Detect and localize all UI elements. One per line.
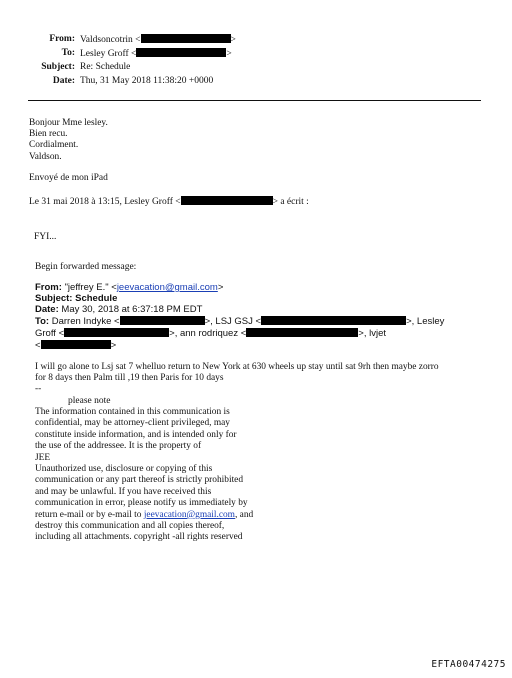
disclaimer-line: confidential, may be attorney-client privileged, may xyxy=(35,418,230,429)
fwd-to-4: Groff xyxy=(35,328,56,339)
fwd-subject-label: Subject: xyxy=(35,293,73,304)
fwd-to-line-2: Groff < >, ann rodriquez < >, lvjet xyxy=(35,328,386,339)
to-value: Lesley Groff < > xyxy=(80,49,232,59)
disclaimer-email-link[interactable]: jeevacation@gmail.com xyxy=(143,509,235,520)
fwd-to-line-1: To: Darren Indyke < >, LSJ GSJ < >, Lesley xyxy=(35,316,445,327)
message-body xyxy=(35,362,439,396)
header-divider xyxy=(28,100,481,101)
fwd-date-label: Date: xyxy=(35,304,59,315)
reply-signature: Envoyé de mon iPad xyxy=(29,173,108,183)
disclaimer-line: constitute inside information, and is intended only for xyxy=(35,429,237,440)
redaction-block xyxy=(181,196,273,205)
disclaimer-email-line: return e-mail or by e-mail to jeevacation@gmail.com, and xyxy=(35,509,254,520)
document-id: EFTA00474275 xyxy=(431,659,506,670)
disclaimer-line: including all attachments. copyright -all rights reserved xyxy=(35,532,243,543)
reply-line: Bonjour Mme lesley. xyxy=(29,118,108,128)
from-value: Valdsoncotrin < > xyxy=(80,35,236,45)
disclaimer-line: and may be unlawful. If you have received this xyxy=(35,486,212,497)
fwd-date-line xyxy=(35,304,202,315)
redaction-block xyxy=(261,316,406,325)
fwd-to-6: lvjet xyxy=(369,328,386,339)
redaction-block xyxy=(246,328,358,337)
from-label: From: xyxy=(49,34,75,44)
redaction-block xyxy=(136,48,226,57)
date-value: Thu, 31 May 2018 11:38:20 +0000 xyxy=(80,76,214,86)
body-line: -- xyxy=(35,384,42,395)
fwd-to-2: LSJ GSJ xyxy=(215,316,253,327)
reply-line: Cordialment. xyxy=(29,140,79,151)
redaction-block xyxy=(41,340,111,349)
reply-lines xyxy=(29,118,108,163)
forwarded-intro: Begin forwarded message: xyxy=(35,262,137,272)
fwd-to-3: Lesley xyxy=(416,316,445,327)
fyi-text: FYI... xyxy=(34,232,57,242)
date-label: Date: xyxy=(52,76,75,86)
fwd-to-label: To: xyxy=(35,316,50,327)
redaction-block xyxy=(120,316,205,325)
body-line: for 8 days then Palm till ,19 then Paris for 10 days xyxy=(35,373,224,384)
fwd-to-1: Darren Indyke xyxy=(51,316,112,327)
subject-value: Re: Schedule xyxy=(80,62,131,72)
disclaimer-line: JEE xyxy=(35,452,51,463)
disclaimer-line: communication or any part thereof is strictly prohibited xyxy=(35,475,244,486)
fwd-date-value: May 30, 2018 at 6:37:18 PM EDT xyxy=(61,304,203,315)
fwd-from-email[interactable]: jeevacation@gmail.com xyxy=(116,282,218,293)
redaction-block xyxy=(64,328,169,337)
disclaimer-line: Unauthorized use, disclosure or copying of this xyxy=(35,464,213,475)
disclaimer-line: the use of the addressee. It is the property of xyxy=(35,441,202,452)
fwd-subject-value: Schedule xyxy=(75,293,118,304)
fwd-from-line: From: "jeffrey E." <jeevacation@gmail.com> xyxy=(35,282,224,293)
reply-line: Bien recu. xyxy=(29,129,68,140)
subject-label: Subject: xyxy=(41,62,75,72)
disclaimer-title: please note xyxy=(68,396,111,406)
fwd-to-5: ann rodriquez xyxy=(179,328,239,339)
body-line: I will go alone to Lsj sat 7 whelluo return to New York at 630 wheels up stay until sat 9rh then maybe zorro xyxy=(35,362,439,372)
quote-attribution: Le 31 mai 2018 à 13:15, Lesley Groff < > a écrit : xyxy=(29,197,309,207)
disclaimer-text xyxy=(35,407,253,544)
quote-suffix: a écrit : xyxy=(280,197,309,207)
reply-line: Valdson. xyxy=(29,151,62,162)
redaction-block xyxy=(141,34,231,43)
disclaimer-line: communication in error, please notify us immediately by xyxy=(35,498,248,509)
fwd-from-label: From: xyxy=(35,282,62,293)
disclaimer-line: The information contained in this communication is xyxy=(35,407,230,417)
disclaimer-line: destroy this communication and all copies thereof, xyxy=(35,521,225,532)
fwd-from-name: "jeffrey E." xyxy=(64,282,109,293)
from-name: Valdsoncotrin xyxy=(80,35,133,45)
to-label: To: xyxy=(61,48,75,58)
to-name: Lesley Groff xyxy=(80,49,129,59)
fwd-subject-line xyxy=(35,293,117,304)
quote-prefix: Le 31 mai 2018 à 13:15, Lesley Groff xyxy=(29,197,173,207)
fwd-to-line-3: < > xyxy=(35,340,117,351)
